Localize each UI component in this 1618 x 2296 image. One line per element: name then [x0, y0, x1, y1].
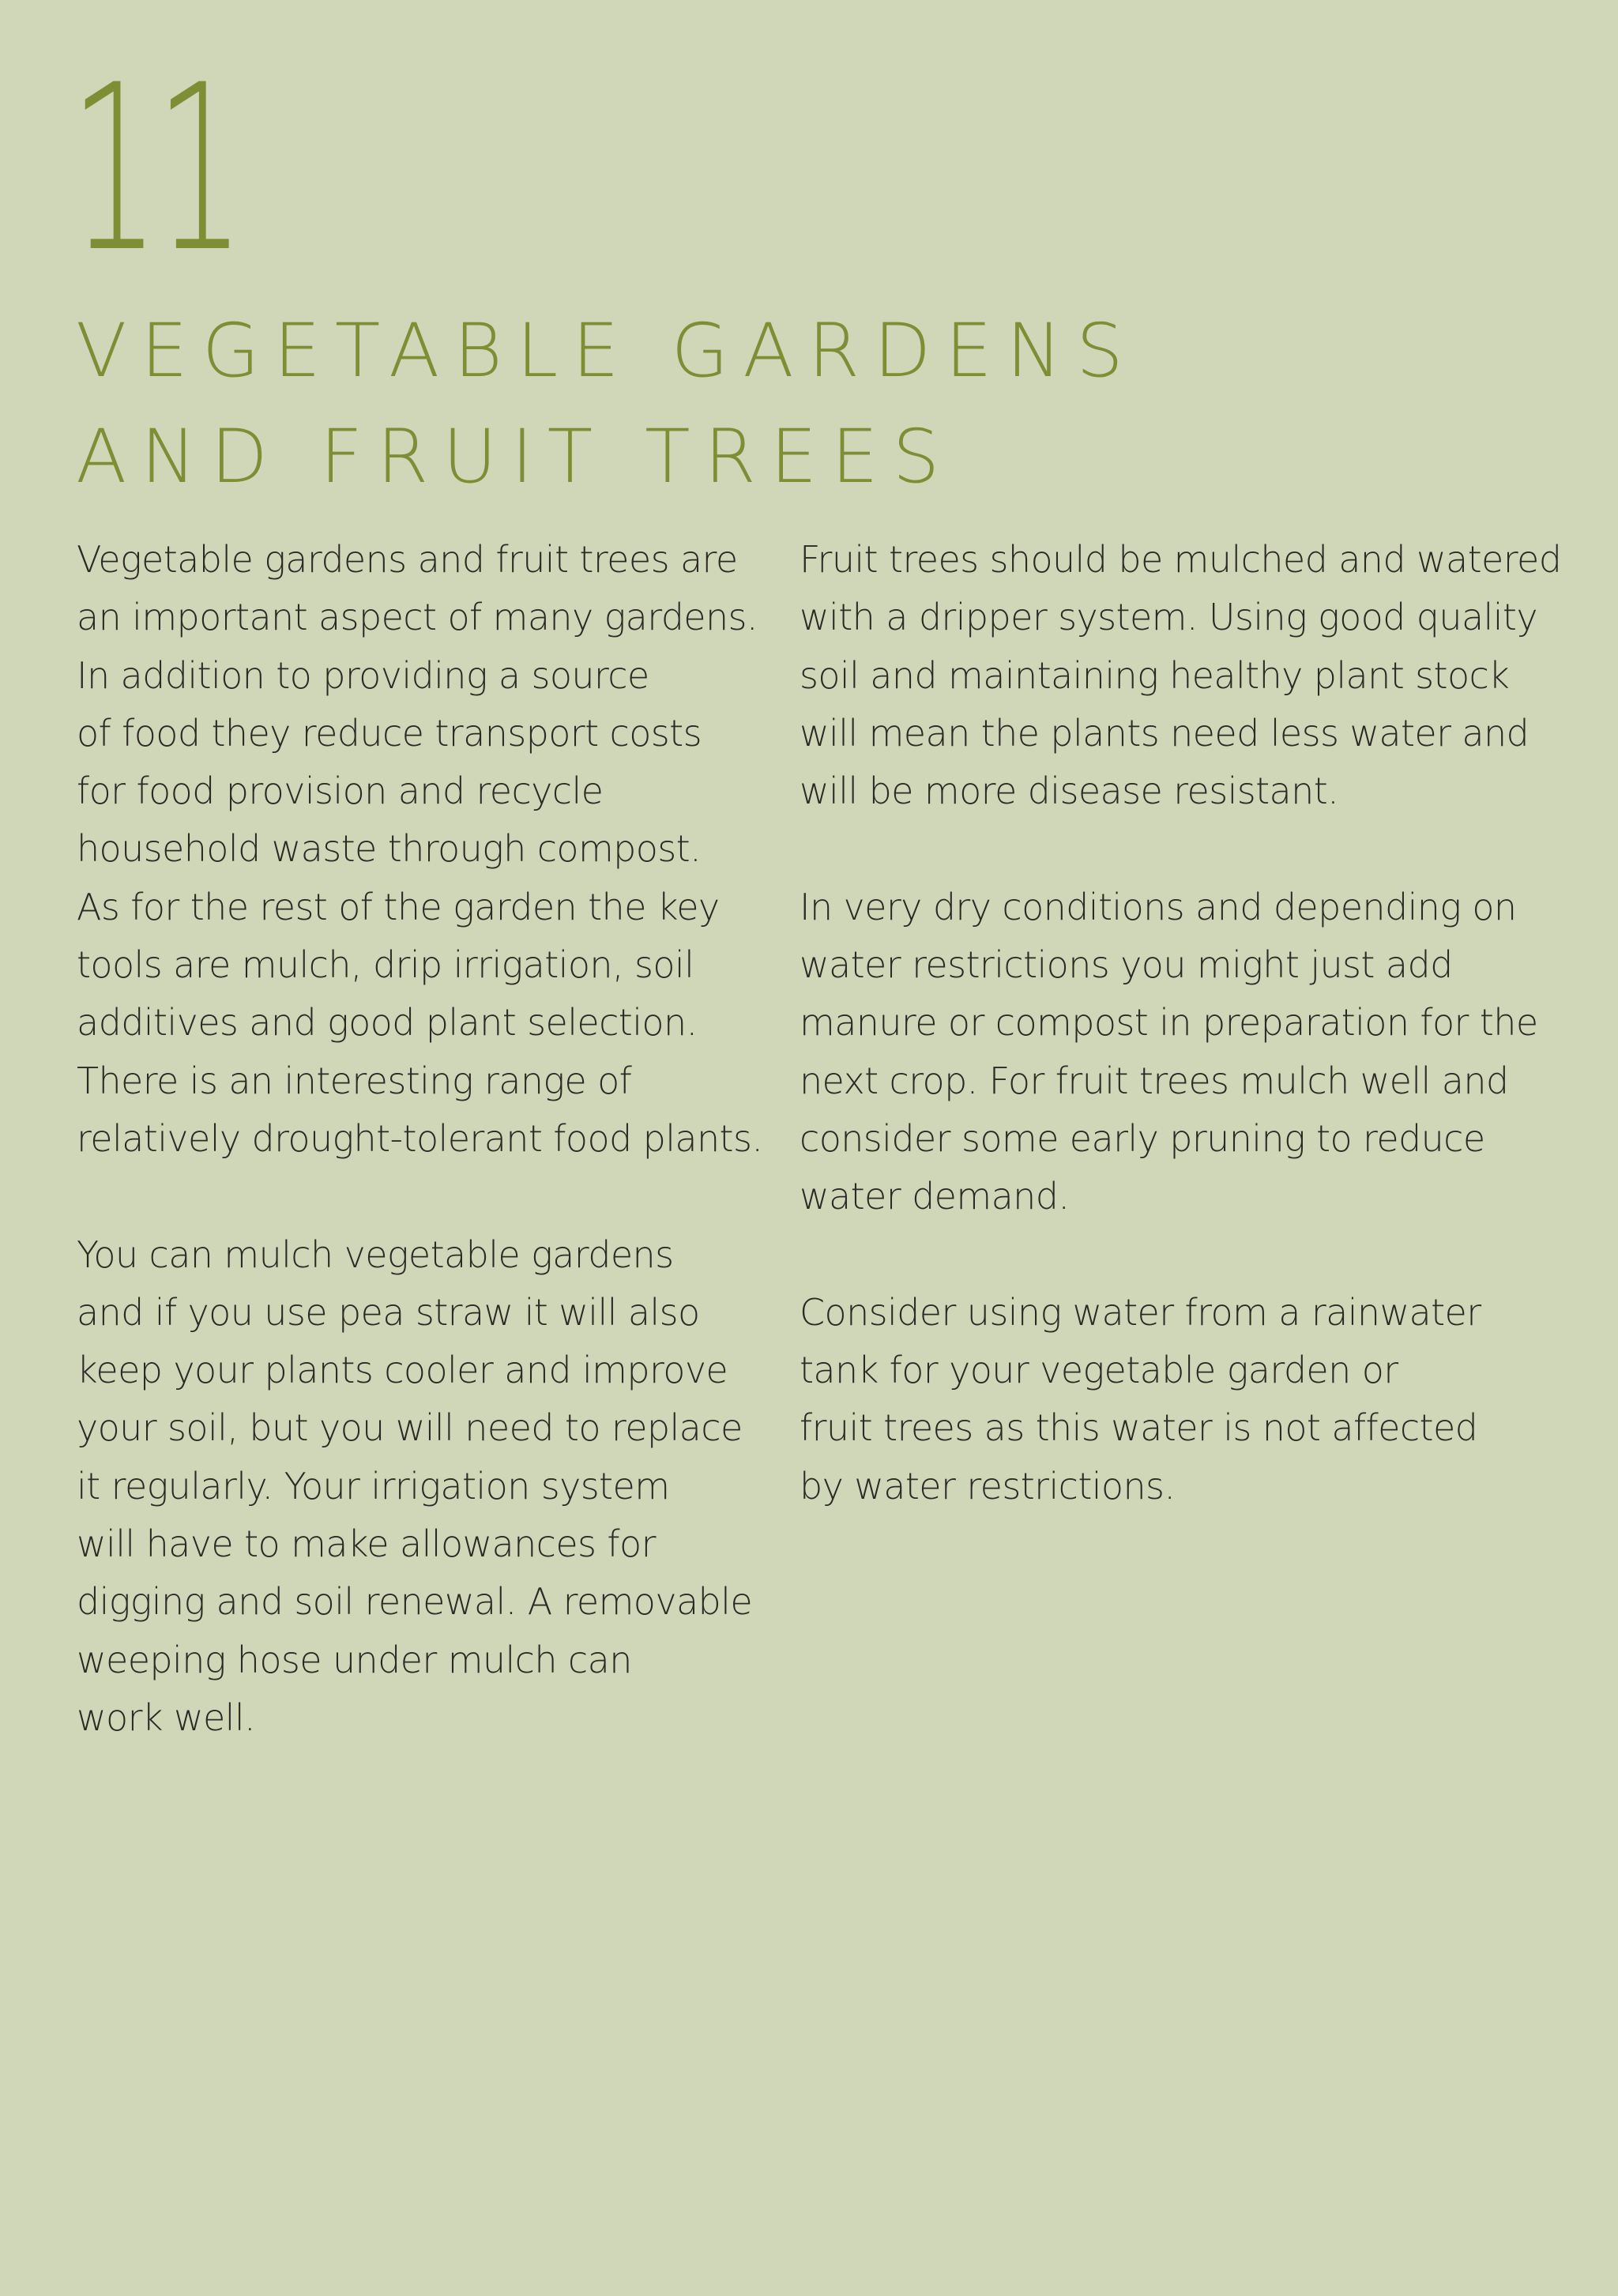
text-line: for food provision and recycle — [77, 770, 604, 813]
left-column — [77, 531, 788, 1805]
paragraph — [800, 531, 1582, 820]
text-line: tools are mulch, drip irrigation, soil — [77, 943, 694, 987]
text-line: Consider using water from a rainwater — [800, 1290, 1481, 1334]
text-line: manure or compost in preparation for the — [800, 1001, 1538, 1044]
text-line: As for the rest of the garden the key — [77, 885, 720, 928]
text-line: by water restrictions. — [800, 1464, 1176, 1507]
text-line: next crop. For fruit trees mulch well and — [800, 1059, 1509, 1102]
text-line: it regularly. Your irrigation system — [77, 1464, 670, 1507]
text-line: additives and good plant selection. — [77, 1001, 698, 1044]
text-line: household waste through compost. — [77, 827, 702, 871]
text-line: Fruit trees should be mulched and watered — [800, 538, 1562, 581]
text-line: will be more disease resistant. — [800, 770, 1339, 813]
text-line: fruit trees as this water is not affected — [800, 1406, 1478, 1450]
text-line: In very dry conditions and depending on — [800, 885, 1517, 928]
text-line: work well. — [77, 1696, 256, 1739]
right-column — [800, 531, 1582, 1573]
text-line: keep your plants cooler and improve — [77, 1349, 728, 1392]
chapter-title — [76, 299, 1138, 510]
chapter-title-line-2: AND FRUIT TREES — [76, 414, 954, 500]
text-line: relatively drought-tolerant food plants. — [77, 1116, 763, 1160]
text-line: your soil, but you will need to replace — [77, 1406, 743, 1450]
text-line: consider some early pruning to reduce — [800, 1116, 1485, 1160]
paragraph — [800, 1284, 1582, 1515]
text-line: of food they reduce transport costs — [77, 711, 702, 755]
text-line: digging and soil renewal. A removable — [77, 1580, 753, 1624]
text-line: You can mulch vegetable gardens — [77, 1233, 674, 1276]
chapter-title-line-1: VEGETABLE GARDENS — [76, 308, 1138, 394]
text-line: with a dripper system. Using good quality — [800, 596, 1537, 639]
paragraph — [77, 531, 788, 1168]
paragraph — [77, 1226, 788, 1748]
text-line: soil and maintaining healthy plant stock — [800, 653, 1510, 697]
text-line: In addition to providing a source — [77, 653, 649, 697]
text-line: will mean the plants need less water and — [800, 711, 1530, 755]
chapter-number: 11 — [70, 36, 241, 303]
text-line: water restrictions you might just add — [800, 943, 1453, 987]
text-line: weeping hose under mulch can — [77, 1638, 632, 1681]
text-line: Vegetable gardens and fruit trees are — [77, 538, 738, 581]
text-line: will have to make allowances for — [77, 1523, 656, 1566]
text-line: and if you use pea straw it will also — [77, 1290, 700, 1334]
text-line: an important aspect of many gardens. — [77, 596, 758, 639]
text-line: There is an interesting range of — [77, 1059, 632, 1102]
paragraph — [800, 879, 1582, 1226]
text-line: tank for your vegetable garden or — [800, 1349, 1398, 1392]
text-line: water demand. — [800, 1175, 1070, 1218]
